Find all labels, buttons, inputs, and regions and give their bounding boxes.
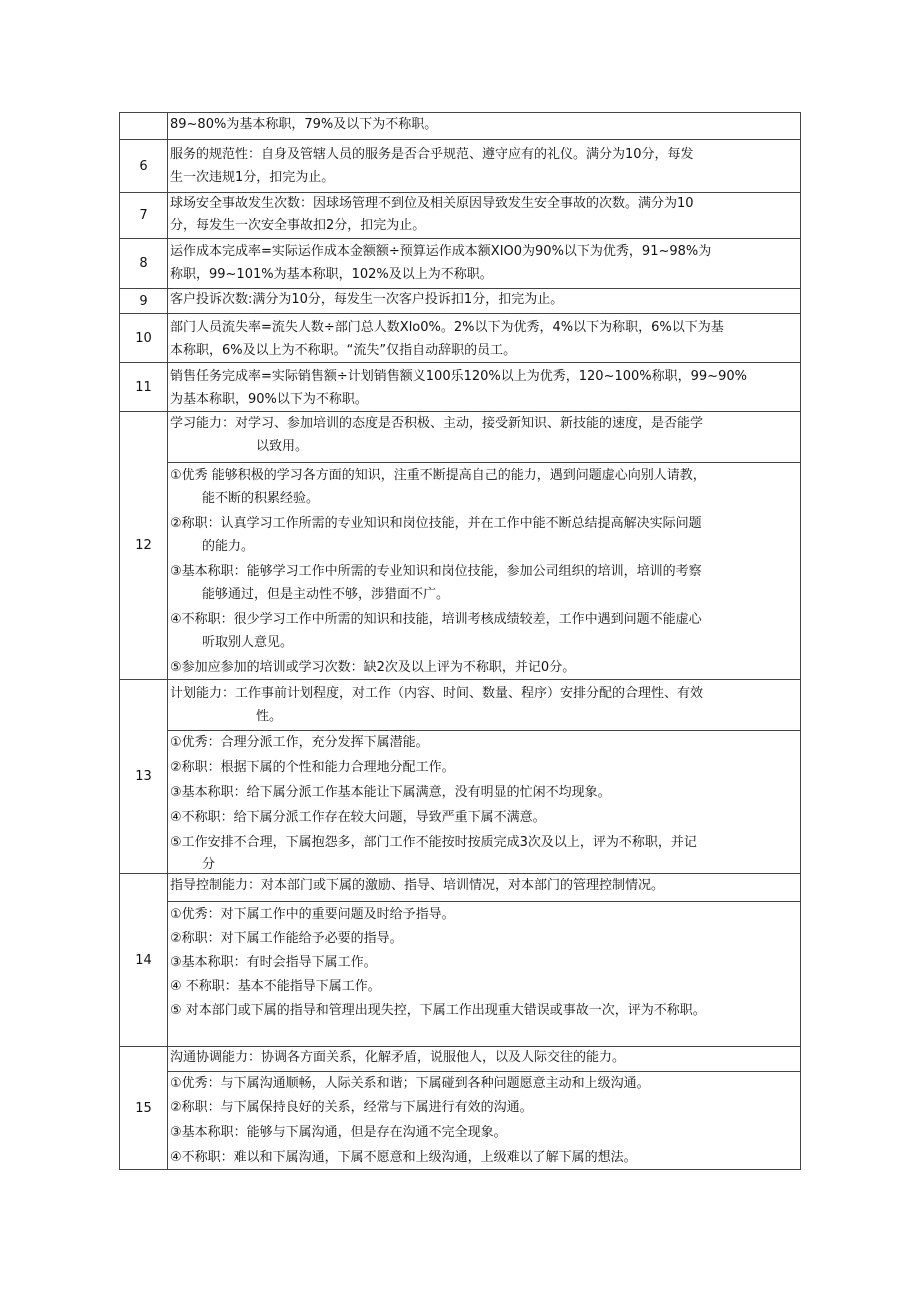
table-row (120, 288, 800, 313)
row-content (168, 113, 800, 139)
row-number: 13 (120, 680, 168, 873)
row-text: 称职，99~101%为基本称职，102%及以上为不称职。 (170, 267, 493, 282)
row-text: 本称职，6%及以上为不称职。“流失”仅指自动辞职的员工。 (170, 343, 517, 358)
row-content (168, 412, 800, 679)
row-content (168, 1047, 800, 1170)
row-text: ①优秀：与下属沟通顺畅，人际关系和谐；下属碰到各种问题愿意主动和上级沟通。 (170, 1076, 650, 1091)
row-number: 6 (120, 140, 168, 192)
row-text: ②称职：认真学习工作所需的专业知识和岗位技能，并在工作中能不断总结提高解决实际问题 (170, 516, 702, 531)
table-row (120, 873, 800, 1046)
row-text: 听取别人意见。 (202, 635, 294, 650)
table-row (120, 313, 800, 362)
row-content (168, 680, 800, 873)
row-text: 服务的规范性：自身及管辖人员的服务是否合乎规范、遵守应有的礼仪。满分为10分，每发 (170, 147, 694, 162)
row-number: 14 (120, 874, 168, 1046)
row-number (120, 113, 168, 139)
row-content (168, 874, 800, 1046)
cell-divider (168, 462, 800, 463)
row-text: 性。 (256, 709, 283, 724)
row-text: ③基本称职：有时会指导下属工作。 (170, 955, 377, 970)
table-row (120, 192, 800, 238)
row-text: ⑤参加应参加的培训或学习次数：缺2次及以上评为不称职，并记0分。 (170, 660, 576, 675)
cell-divider (168, 901, 800, 902)
row-text: ③基本称职：能够学习工作中所需的专业知识和岗位技能，参加公司组织的培训，培训的考察 (170, 564, 702, 579)
row-text: ④ 不称职：基本不能指导下属工作。 (170, 979, 381, 994)
row-number: 9 (120, 289, 168, 313)
row-content (168, 239, 800, 288)
row-heading: 计划能力：工作事前计划程度，对工作（内容、时间、数量、程序）安排分配的合理性、有效 (170, 686, 704, 701)
row-text: 能不断的积累经验。 (202, 491, 320, 506)
row-text: 球场安全事故发生次数：因球场管理不到位及相关原因导致发生安全事故的次数。满分为10 (170, 196, 694, 211)
row-number: 8 (120, 239, 168, 288)
row-heading: 沟通协调能力：协调各方面关系，化解矛盾，说服他人，以及人际交往的能力。 (170, 1050, 626, 1065)
row-text: ①优秀：合理分派工作，充分发挥下属潜能。 (170, 735, 429, 750)
row-heading: 指导控制能力：对本部门或下属的激励、指导、培训情况，对本部门的管理控制情况。 (170, 878, 665, 893)
cell-divider (168, 1071, 800, 1072)
row-text: 为基本称职，90%以下为不称职。 (170, 392, 368, 407)
row-text: 销售任务完成率=实际销售额÷计划销售额义100乐120%以上为优秀，120~100%称职，99~90% (170, 369, 747, 384)
row-number: 10 (120, 314, 168, 362)
row-content (168, 140, 800, 192)
table-row (120, 113, 800, 139)
row-text: ④不称职：给下属分派工作存在较大问题，导致严重下属不满意。 (170, 810, 546, 825)
table-row (120, 238, 800, 288)
table-row (120, 679, 800, 873)
table-row (120, 1046, 800, 1170)
evaluation-table (119, 112, 801, 1170)
row-number: 7 (120, 193, 168, 238)
row-number: 15 (120, 1047, 168, 1170)
row-content (168, 314, 800, 362)
table-row (120, 139, 800, 192)
row-text: ①优秀 能够积极的学习各方面的知识，注重不断提高自己的能力，遇到问题虚心向别人请教， (170, 468, 706, 483)
row-text: ②称职：对下属工作能给予必要的指导。 (170, 931, 403, 946)
row-number: 11 (120, 363, 168, 411)
row-text: 的能力。 (202, 539, 255, 554)
row-content (168, 193, 800, 238)
row-text: ③基本称职：能够与下属沟通，但是存在沟通不完全现象。 (170, 1125, 507, 1140)
row-content (168, 289, 800, 313)
row-text: 客户投诉次数:满分为10分，每发生一次客户投诉扣1分，扣完为止。 (170, 292, 564, 307)
table-row (120, 362, 800, 411)
row-text: 能够通过，但是主动性不够，涉猎面不广。 (202, 587, 450, 602)
row-text: 以致用。 (256, 439, 309, 454)
row-text: ②称职：与下属保持良好的关系，经常与下属进行有效的沟通。 (170, 1100, 533, 1115)
row-text: ③基本称职：给下属分派工作基本能让下属满意，没有明显的忙闲不均现象。 (170, 785, 611, 800)
row-number: 12 (120, 412, 168, 679)
table-row (120, 411, 800, 679)
row-text: ④不称职：很少学习工作中所需的知识和技能，培训考核成绩较差，工作中遇到问题不能虚心 (170, 612, 702, 627)
row-text: 运作成本完成率=实际运作成本金额额÷预算运作成本额XIO0为90%以下为优秀，91~98%为 (170, 244, 712, 259)
row-text: 部门人员流失率=流失人数÷部门总人数Xlo0%。2%以下为优秀，4%以下为称职，6%以下为基 (170, 320, 724, 335)
row-text: ④不称职：难以和下属沟通，下属不愿意和上级沟通，上级难以了解下属的想法。 (170, 1150, 637, 1165)
row-text: 分，每发生一次安全事故扣2分，扣完为止。 (170, 218, 426, 233)
row-text: 分 (202, 857, 216, 872)
row-text: ⑤工作安排不合理，下属抱怨多，部门工作不能按时按质完成3次及以上，评为不称职，并记 (170, 835, 697, 850)
row-content (168, 363, 800, 411)
row-text: ②称职：根据下属的个性和能力合理地分配工作。 (170, 760, 455, 775)
row-text: 89~80%为基本称职，79%及以下为不称职。 (170, 117, 438, 132)
row-text: 生一次违规1分，扣完为止。 (170, 170, 335, 185)
row-heading: 学习能力：对学习、参加培训的态度是否积极、主动，接受新知识、新技能的速度，是否能学 (170, 416, 704, 431)
row-text: ⑤ 对本部门或下属的指导和管理出现失控，下属工作出现重大错误或事故一次，评为不称职。 (170, 1003, 706, 1018)
cell-divider (168, 730, 800, 731)
row-text: ①优秀：对下属工作中的重要问题及时给予指导。 (170, 907, 455, 922)
